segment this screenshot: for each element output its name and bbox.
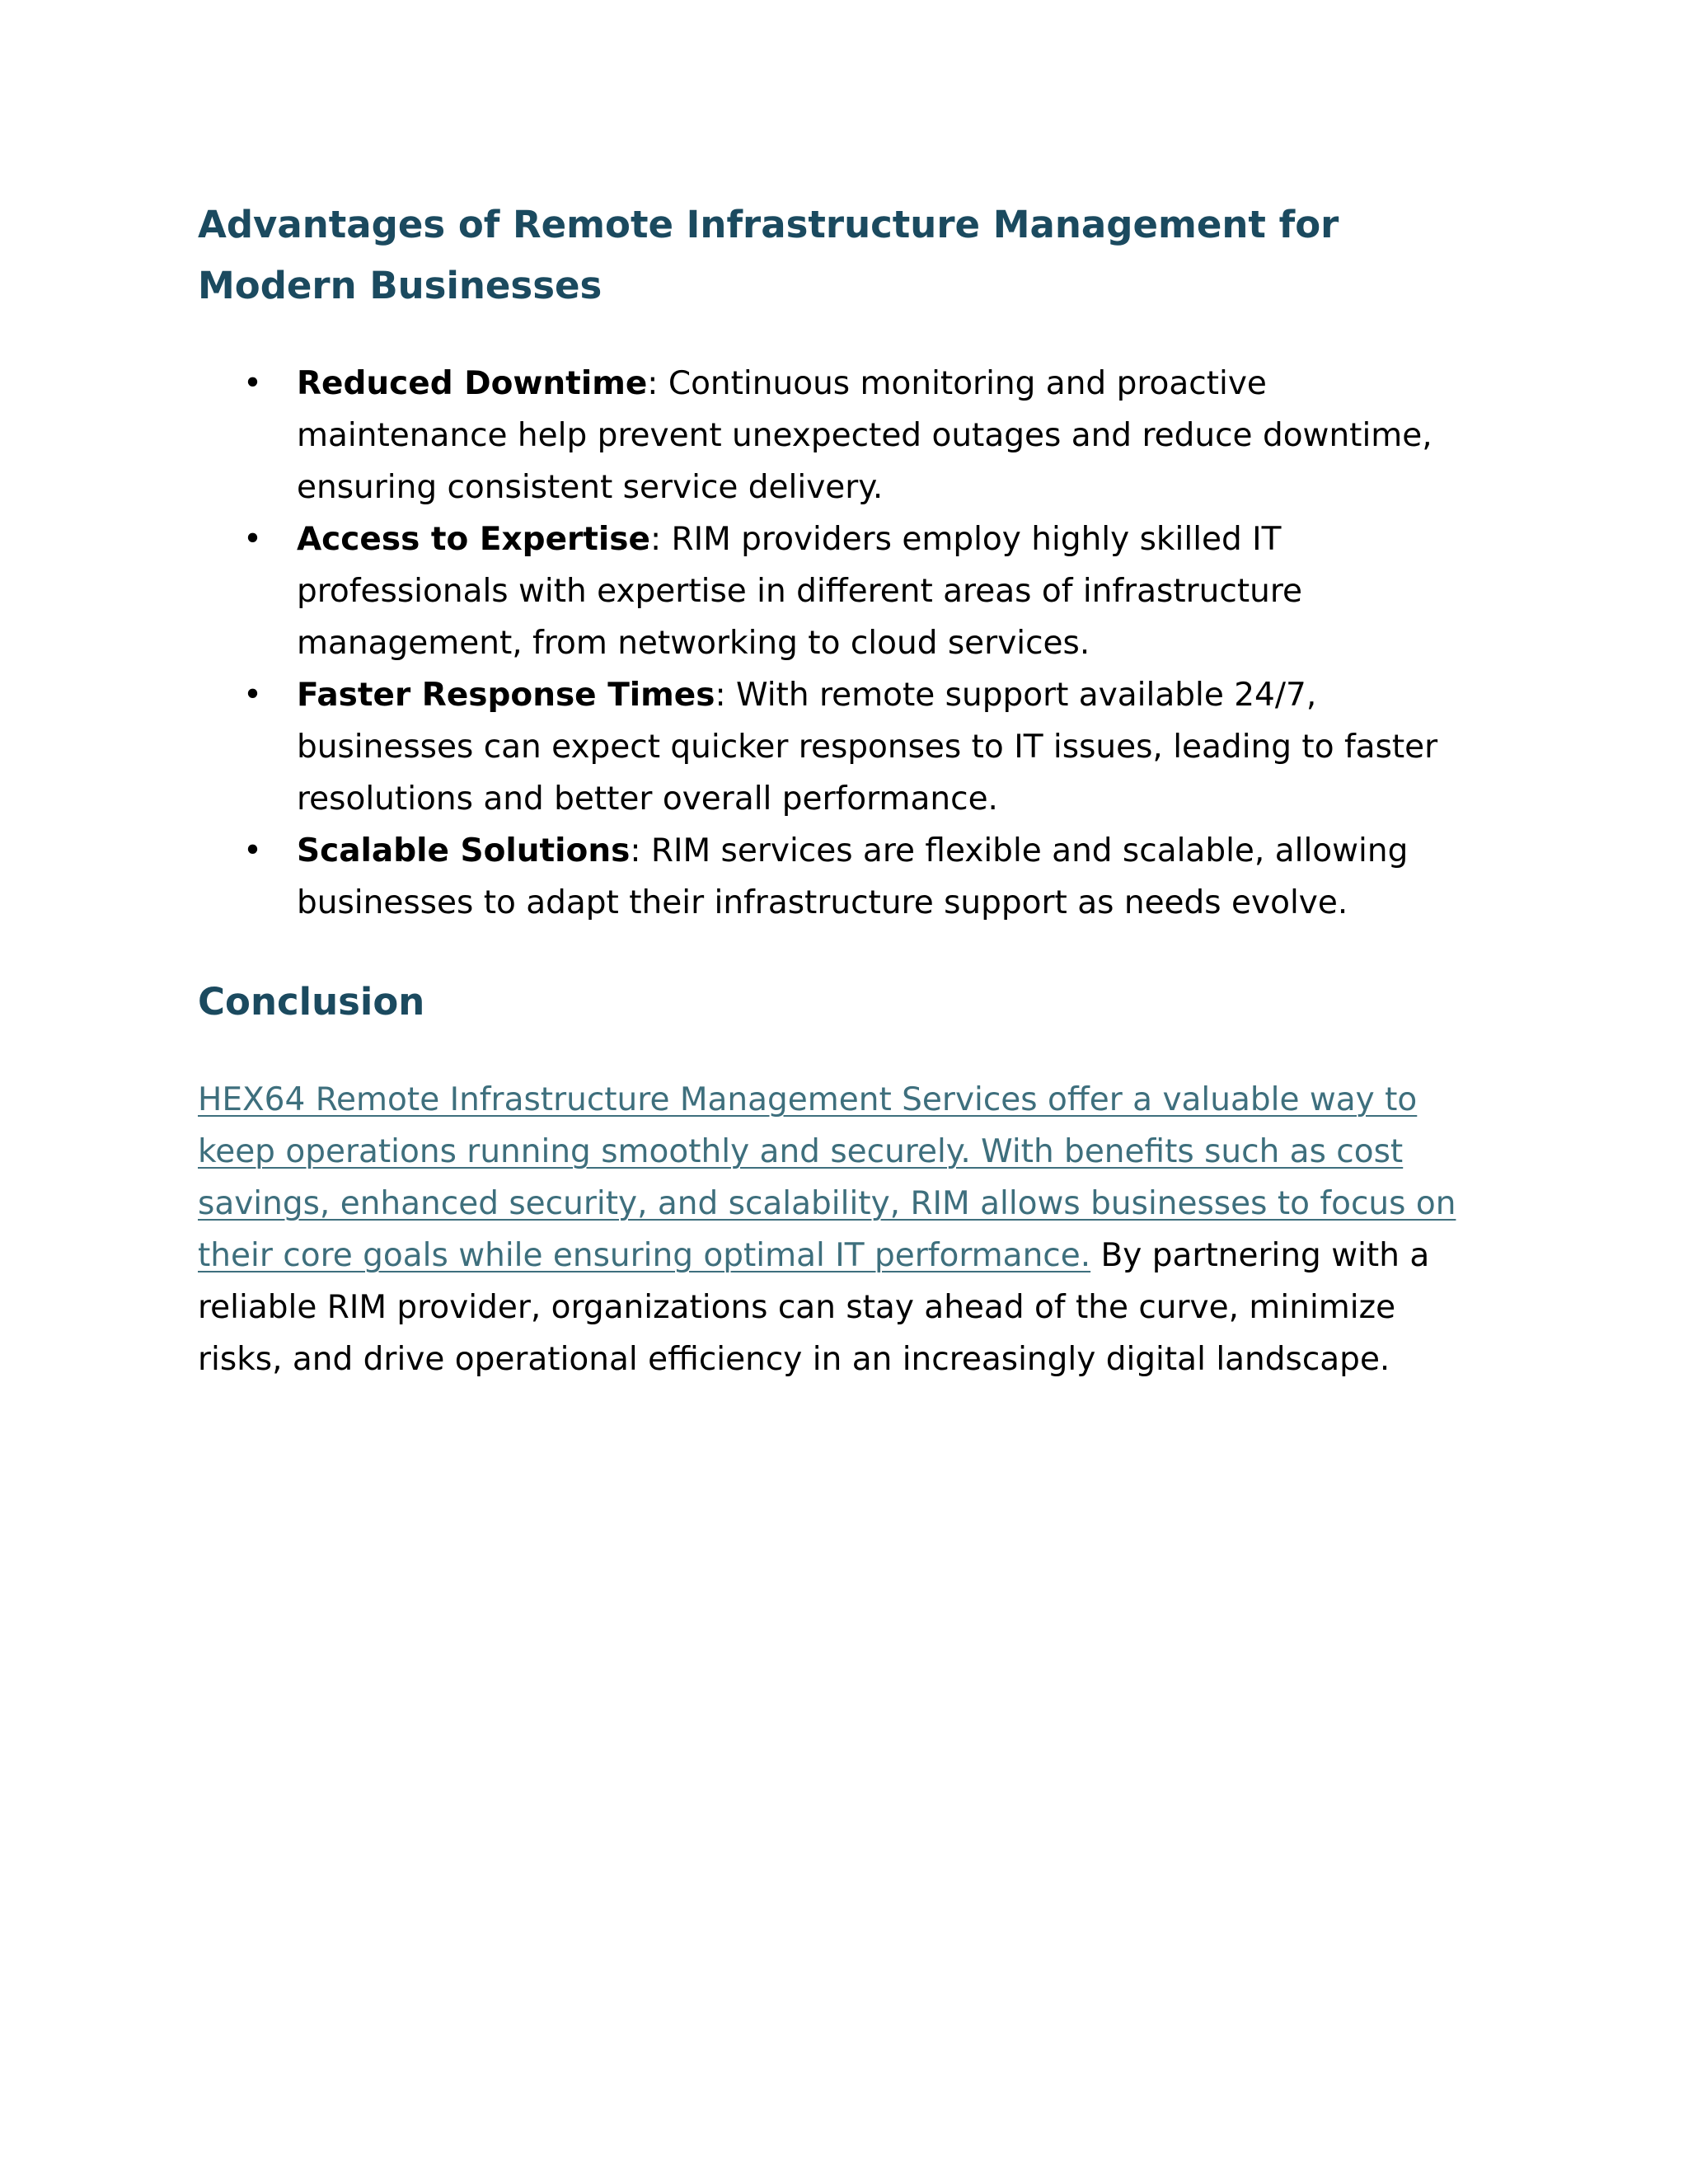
conclusion-link[interactable]: HEX64 Remote Infrastructure Management Services offer a valuable way to keep operations running smoothly and securely. With benefits such as cost savings, enhanced security, and scalability, RIM allows businesses to focus on their core goals while ensuring optimal IT performance. [198,1081,1456,1274]
list-item [198,825,1467,929]
bullet-icon: • [243,832,263,869]
list-item [198,358,1467,513]
list-item-text: : RIM providers employ highly skilled IT professionals with expertise in different areas of infrastructure management, from networking to cloud services. [297,521,1303,662]
bullet-icon: • [243,521,263,558]
list-item [198,513,1467,669]
list-item-term: Reduced Downtime [297,365,648,402]
bullet-icon: • [243,677,263,714]
list-item-text: : RIM services are flexible and scalable, allowing businesses to adapt their infrastructure support as needs evolve. [297,832,1409,921]
bullet-icon: • [243,365,263,402]
advantages-list [198,358,1484,929]
conclusion-body-text: By partnering with a reliable RIM provider, organizations can stay ahead of the curve, minimize risks, and drive operational efficiency in an increasingly digital landscape. [198,1237,1430,1378]
conclusion-heading: Conclusion [198,980,425,1024]
document-page [198,194,1484,1385]
list-item-text: : With remote support available 24/7, businesses can expect quicker responses to IT issues, leading to faster resolutions and better overall performance. [297,677,1438,818]
list-item [198,669,1467,825]
list-item-term: Access to Expertise [297,521,650,558]
list-item-text: : Continuous monitoring and proactive maintenance help prevent unexpected outages and reduce downtime, ensuring consistent service delivery. [297,365,1432,506]
advantages-heading: Advantages of Remote Infrastructure Management for Modern Businesses [198,203,1339,307]
list-item-term: Faster Response Times [297,677,715,714]
list-item-term: Scalable Solutions [297,832,631,869]
conclusion-paragraph [198,1074,1484,1385]
